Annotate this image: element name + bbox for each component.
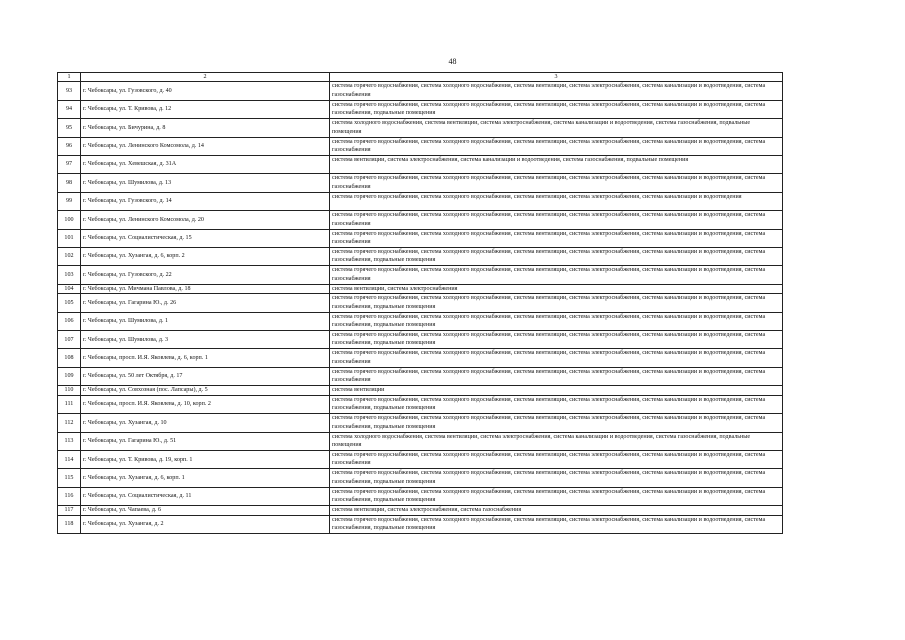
row-address: г. Чебоксары, ул. Социалистическая, д. 15 bbox=[81, 229, 330, 247]
row-systems: система горячего водоснабжения, система холодного водоснабжения, система вентиляции, система электроснабжения, система канализации и водоотведения, система газоснабжения, подвальные помещения bbox=[330, 515, 783, 533]
row-systems: система горячего водоснабжения, система холодного водоснабжения, система вентиляции, система электроснабжения, система канализации и водоотведения, система газоснабжения bbox=[330, 82, 783, 100]
row-systems: система вентиляции, система электроснабжения, система канализации и водоотведения, система газоснабжения, подвальные помещения bbox=[330, 155, 783, 173]
row-systems: система горячего водоснабжения, система холодного водоснабжения, система вентиляции, система электроснабжения, система канализации и водоотведения, система газоснабжения bbox=[330, 451, 783, 469]
row-number: 113 bbox=[58, 432, 81, 450]
table-row bbox=[58, 386, 783, 396]
row-number: 96 bbox=[58, 137, 81, 155]
row-systems: система горячего водоснабжения, система холодного водоснабжения, система вентиляции, система электроснабжения, система канализации и водоотведения, система газоснабжения, подвальные помещения bbox=[330, 469, 783, 487]
row-systems: система горячего водоснабжения, система холодного водоснабжения, система вентиляции, система электроснабжения, система канализации и водоотведения, система газоснабжения bbox=[330, 266, 783, 284]
row-address: г. Чебоксары, ул. Гузовского, д. 14 bbox=[81, 192, 330, 210]
row-number: 108 bbox=[58, 349, 81, 367]
row-number: 111 bbox=[58, 395, 81, 413]
table-row bbox=[58, 331, 783, 349]
row-address: г. Чебоксары, ул. Хузангая, д. 10 bbox=[81, 414, 330, 432]
row-address: г. Чебоксары, ул. Социалистическая, д. 11 bbox=[81, 487, 330, 505]
row-number: 95 bbox=[58, 119, 81, 137]
table-row bbox=[58, 294, 783, 312]
row-number: 114 bbox=[58, 451, 81, 469]
row-systems: система горячего водоснабжения, система холодного водоснабжения, система вентиляции, система электроснабжения, система канализации и водоотведения, система газоснабжения bbox=[330, 211, 783, 229]
row-address: г. Чебоксары, ул. Шумилова, д. 3 bbox=[81, 331, 330, 349]
row-address: г. Чебоксары, ул. Гузовского, д. 40 bbox=[81, 82, 330, 100]
row-number: 107 bbox=[58, 331, 81, 349]
table-row bbox=[58, 82, 783, 100]
row-number: 115 bbox=[58, 469, 81, 487]
row-address: г. Чебоксары, ул. Хузангая, д. 6, корп. 1 bbox=[81, 469, 330, 487]
row-number: 109 bbox=[58, 367, 81, 385]
row-number: 117 bbox=[58, 506, 81, 516]
table-row bbox=[58, 119, 783, 137]
table-row bbox=[58, 432, 783, 450]
row-systems: система горячего водоснабжения, система холодного водоснабжения, система вентиляции, система электроснабжения, система канализации и водоотведения, система газоснабжения, подвальные помещения bbox=[330, 312, 783, 330]
row-systems: система горячего водоснабжения, система холодного водоснабжения, система вентиляции, система электроснабжения, система канализации и водоотведения, система газоснабжения, подвальные помещения bbox=[330, 294, 783, 312]
table-row bbox=[58, 414, 783, 432]
row-systems: система горячего водоснабжения, система холодного водоснабжения, система вентиляции, система электроснабжения, система канализации и водоотведения, система газоснабжения bbox=[330, 137, 783, 155]
row-systems: система горячего водоснабжения, система холодного водоснабжения, система вентиляции, система электроснабжения, система канализации и водоотведения, система газоснабжения, подвальные помещения bbox=[330, 100, 783, 118]
row-address: г. Чебоксары, ул. Совхозная (пос. Лапсары), д. 5 bbox=[81, 386, 330, 396]
row-systems: система горячего водоснабжения, система холодного водоснабжения, система вентиляции, система электроснабжения, система канализации и водоотведения bbox=[330, 192, 783, 210]
column-header-systems: 3 bbox=[330, 73, 783, 82]
row-number: 112 bbox=[58, 414, 81, 432]
page-number: 48 bbox=[448, 57, 457, 66]
table-row bbox=[58, 192, 783, 210]
row-address: г. Чебоксары, ул. Мичмана Павлова, д. 18 bbox=[81, 284, 330, 294]
table-row bbox=[58, 174, 783, 192]
row-address: г. Чебоксары, ул. Т. Кривова, д. 12 bbox=[81, 100, 330, 118]
table-row bbox=[58, 155, 783, 173]
row-number: 93 bbox=[58, 82, 81, 100]
row-address: г. Чебоксары, просп. И.Я. Яковлева, д. 6, корп. 1 bbox=[81, 349, 330, 367]
row-number: 98 bbox=[58, 174, 81, 192]
row-systems: система горячего водоснабжения, система холодного водоснабжения, система вентиляции, система электроснабжения, система канализации и водоотведения, система газоснабжения, подвальные помещения bbox=[330, 487, 783, 505]
row-address: г. Чебоксары, ул. Шумилова, д. 13 bbox=[81, 174, 330, 192]
row-address: г. Чебоксары, ул. Т. Кривова, д. 19, корп. 1 bbox=[81, 451, 330, 469]
row-systems: система вентиляции, система электроснабжения, система газоснабжения bbox=[330, 506, 783, 516]
row-systems: система холодного водоснабжения, система вентиляции, система электроснабжения, система канализации и водоотведения, система газоснабжения, подвальные помещения bbox=[330, 119, 783, 137]
table-row bbox=[58, 469, 783, 487]
row-number: 99 bbox=[58, 192, 81, 210]
row-systems: система горячего водоснабжения, система холодного водоснабжения, система вентиляции, система электроснабжения, система канализации и водоотведения, система газоснабжения, подвальные помещения bbox=[330, 414, 783, 432]
row-number: 103 bbox=[58, 266, 81, 284]
row-number: 105 bbox=[58, 294, 81, 312]
row-number: 104 bbox=[58, 284, 81, 294]
table-row bbox=[58, 349, 783, 367]
table-row bbox=[58, 395, 783, 413]
table-row bbox=[58, 515, 783, 533]
table-row bbox=[58, 451, 783, 469]
row-systems: система вентиляции, система электроснабжения bbox=[330, 284, 783, 294]
table-row bbox=[58, 284, 783, 294]
table-row bbox=[58, 312, 783, 330]
table-row bbox=[58, 229, 783, 247]
row-systems: система горячего водоснабжения, система холодного водоснабжения, система вентиляции, система электроснабжения, система канализации и водоотведения, система газоснабжения, подвальные помещения bbox=[330, 395, 783, 413]
row-address: г. Чебоксары, ул. 50 лет Октября, д. 17 bbox=[81, 367, 330, 385]
row-systems: система горячего водоснабжения, система холодного водоснабжения, система вентиляции, система электроснабжения, система канализации и водоотведения, система газоснабжения bbox=[330, 229, 783, 247]
table-row bbox=[58, 247, 783, 265]
table-row bbox=[58, 100, 783, 118]
column-header-number: 1 bbox=[58, 73, 81, 82]
table-row bbox=[58, 487, 783, 505]
table-row bbox=[58, 367, 783, 385]
row-number: 110 bbox=[58, 386, 81, 396]
column-header-address: 2 bbox=[81, 73, 330, 82]
row-systems: система горячего водоснабжения, система холодного водоснабжения, система вентиляции, система электроснабжения, система канализации и водоотведения, система газоснабжения bbox=[330, 174, 783, 192]
row-number: 94 bbox=[58, 100, 81, 118]
row-systems: система горячего водоснабжения, система холодного водоснабжения, система вентиляции, система электроснабжения, система канализации и водоотведения, система газоснабжения, подвальные помещения bbox=[330, 331, 783, 349]
row-address: г. Чебоксары, ул. Гузовского, д. 22 bbox=[81, 266, 330, 284]
registry-table bbox=[57, 72, 783, 534]
table-row bbox=[58, 266, 783, 284]
row-address: г. Чебоксары, ул. Шумилова, д. 1 bbox=[81, 312, 330, 330]
row-address: г. Чебоксары, ул. Гагарина Ю., д. 51 bbox=[81, 432, 330, 450]
row-systems: система холодного водоснабжения, система вентиляции, система электроснабжения, система канализации и водоотведения, система газоснабжения, подвальные помещения bbox=[330, 432, 783, 450]
table-header-row bbox=[58, 73, 783, 82]
row-systems: система горячего водоснабжения, система холодного водоснабжения, система вентиляции, система электроснабжения, система канализации и водоотведения, система газоснабжения, подвальные помещения bbox=[330, 247, 783, 265]
row-number: 101 bbox=[58, 229, 81, 247]
row-address: г. Чебоксары, ул. Хузангая, д. 2 bbox=[81, 515, 330, 533]
row-address: г. Чебоксары, ул. Ленинского Комсомола, д. 20 bbox=[81, 211, 330, 229]
row-number: 102 bbox=[58, 247, 81, 265]
row-number: 116 bbox=[58, 487, 81, 505]
row-number: 106 bbox=[58, 312, 81, 330]
table-row bbox=[58, 506, 783, 516]
row-number: 97 bbox=[58, 155, 81, 173]
row-systems: система горячего водоснабжения, система холодного водоснабжения, система вентиляции, система электроснабжения, система канализации и водоотведения, система газоснабжения bbox=[330, 367, 783, 385]
row-address: г. Чебоксары, ул. Ленинского Комсомола, д. 14 bbox=[81, 137, 330, 155]
row-address: г. Чебоксары, ул. Хузангая, д. 6, корп. 2 bbox=[81, 247, 330, 265]
row-address: г. Чебоксары, просп. И.Я. Яковлева, д. 10, корп. 2 bbox=[81, 395, 330, 413]
row-systems: система горячего водоснабжения, система холодного водоснабжения, система вентиляции, система электроснабжения, система канализации и водоотведения, система газоснабжения bbox=[330, 349, 783, 367]
row-address: г. Чебоксары, ул. Чапаева, д. 6 bbox=[81, 506, 330, 516]
row-systems: система вентиляции bbox=[330, 386, 783, 396]
row-number: 118 bbox=[58, 515, 81, 533]
table-row bbox=[58, 211, 783, 229]
table-row bbox=[58, 137, 783, 155]
row-address: г. Чебоксары, ул. Бичурина, д. 8 bbox=[81, 119, 330, 137]
row-number: 100 bbox=[58, 211, 81, 229]
row-address: г. Чебоксары, ул. Гагарина Ю., д. 26 bbox=[81, 294, 330, 312]
row-address: г. Чебоксары, ул. Хевешская, д. 31А bbox=[81, 155, 330, 173]
